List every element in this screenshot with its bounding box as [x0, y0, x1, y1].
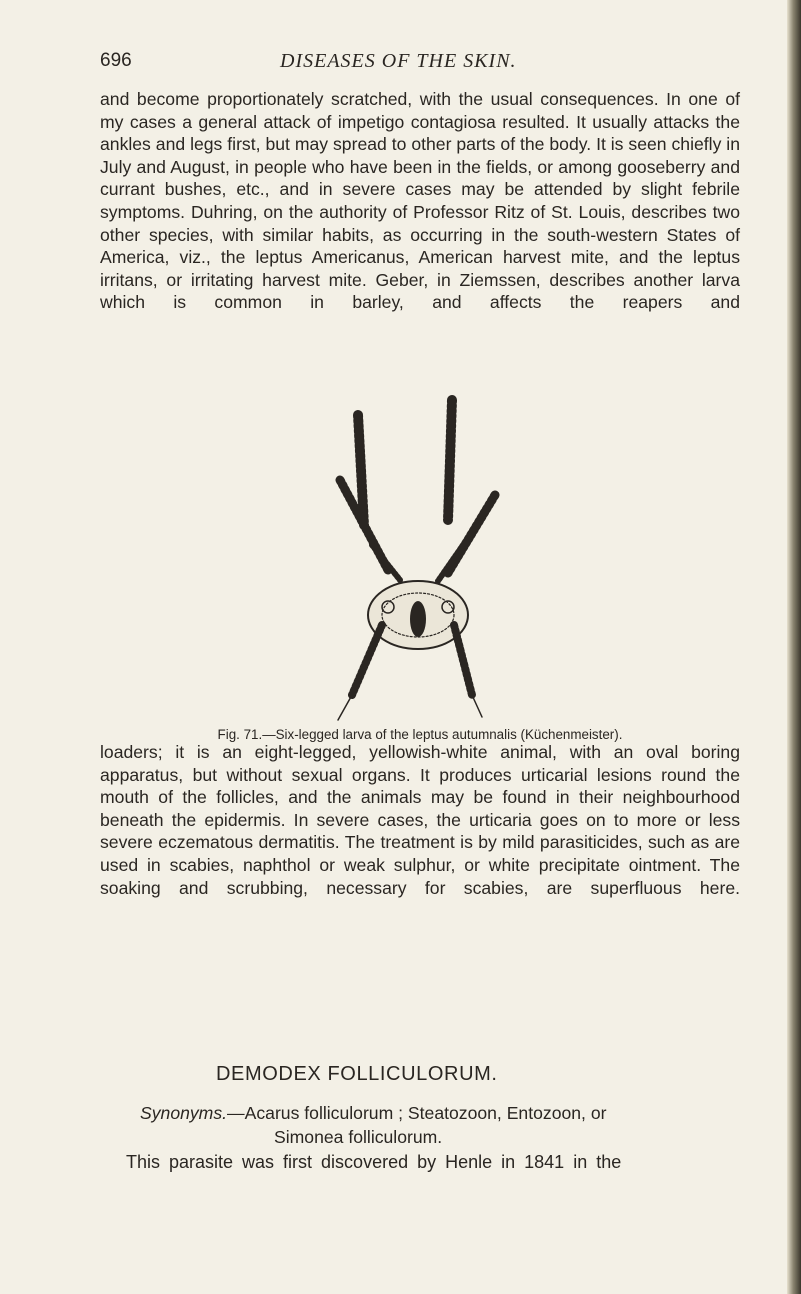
- page-number: 696: [100, 50, 132, 71]
- larva-illustration: [330, 395, 500, 725]
- page-header: [100, 50, 740, 76]
- page-spine-edge: [787, 0, 801, 1294]
- figure-caption: Fig. 71.—Six-legged larva of the leptus autumnalis (Küchenmeister).: [217, 727, 623, 742]
- section-heading: DEMODEX FOLLICULORUM.: [216, 1063, 498, 1085]
- synonyms-line-2: Simonea folliculorum.: [274, 1127, 443, 1147]
- synonyms-line-1: —Acarus folliculorum ; Steatozoon, Entozoon, or: [227, 1103, 607, 1123]
- synonyms-block: [140, 1101, 740, 1149]
- paragraph-3-start: This parasite was first discovered by Henle in 1841 in the: [126, 1152, 622, 1172]
- paragraph-2: loaders; it is an eight-legged, yellowish-white animal, with an oval boring apparatus, but without sexual organs. It produces urticarial lesions round the mouth of the follicles, and the animals may be found in their neighbourhood beneath the epidermis. In severe cases, the urticaria goes on to more or less severe eczematous dermatitis. The treatment is by mild parasiticides, such as are used in scabies, naphthol or weak sulphur, or white precipitate ointment. The soaking and scrubbing, necessary for scabies, are superfluous here.: [100, 742, 740, 898]
- synonyms-label: Synonyms.: [140, 1103, 228, 1123]
- running-head: DISEASES OF THE SKIN.: [280, 50, 517, 72]
- paragraph-1: and become proportionately scratched, with the usual consequences. In one of my cases a general attack of impetigo contagiosa resulted. It usually attacks the ankles and legs first, but may spread to other parts of the body. It is seen chiefly in July and August, in people who have been in the fields, or among gooseberry and currant bushes, etc., and in severe cases may be attended by slight febrile symptoms. Duhring, on the authority of Professor Ritz of St. Louis, describes two other species, with similar habits, as occurring in the south-western States of America, viz., the leptus Americanus, American harvest mite, and the leptus irritans, or irritating harvest mite. Geber, in Ziemssen, describes another larva which is common in barley, and affects the reapers and: [100, 89, 740, 313]
